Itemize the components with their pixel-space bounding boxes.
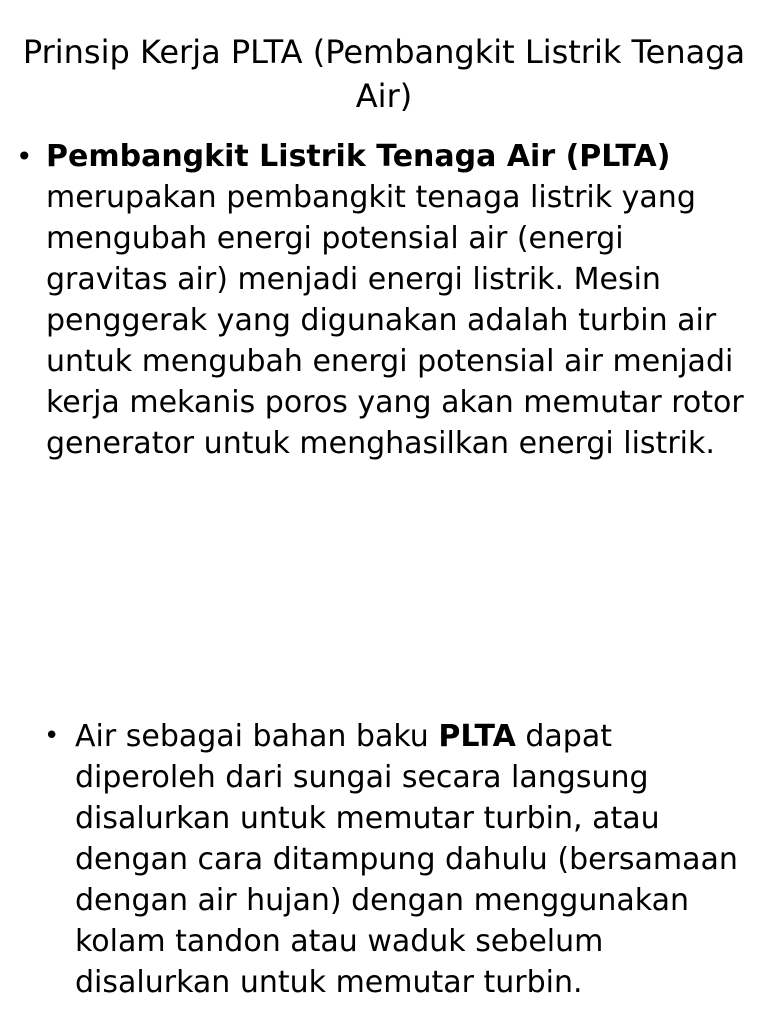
paragraph-text-start: Air sebagai bahan baku [75, 719, 439, 754]
bullet-dot-icon: • [16, 140, 33, 173]
paragraph-text-end: dapat diperoleh dari sungai secara langsung disalurkan untuk memutar turbin, atau dengan cara ditampung dahulu (bersamaan dengan air hujan) dengan menggunakan kolam tandon atau waduk sebelum disalurkan untuk memutar turbin. [75, 719, 738, 1000]
bullet-item-plta-definition [12, 136, 752, 464]
slide-title: Prinsip Kerja PLTA (Pembangkit Listrik Tenaga Air) [22, 33, 746, 115]
bullet-dot-icon: • [44, 721, 60, 751]
bullet-paragraph [75, 716, 740, 1003]
bold-term: Pembangkit Listrik Tenaga Air (PLTA) [46, 139, 671, 174]
bullet-paragraph [46, 136, 752, 464]
bullet-item-water-source [40, 716, 740, 1003]
bold-term: PLTA [438, 719, 516, 754]
paragraph-text: merupakan pembangkit tenaga listrik yang mengubah energi potensial air (energi gravitas air) menjadi energi listrik. Mesin penggerak yang digunakan adalah turbin air untuk mengubah energi potensial air menjadi kerja mekanis poros yang akan memutar rotor generator untuk menghasilkan energi listrik. [46, 180, 744, 461]
